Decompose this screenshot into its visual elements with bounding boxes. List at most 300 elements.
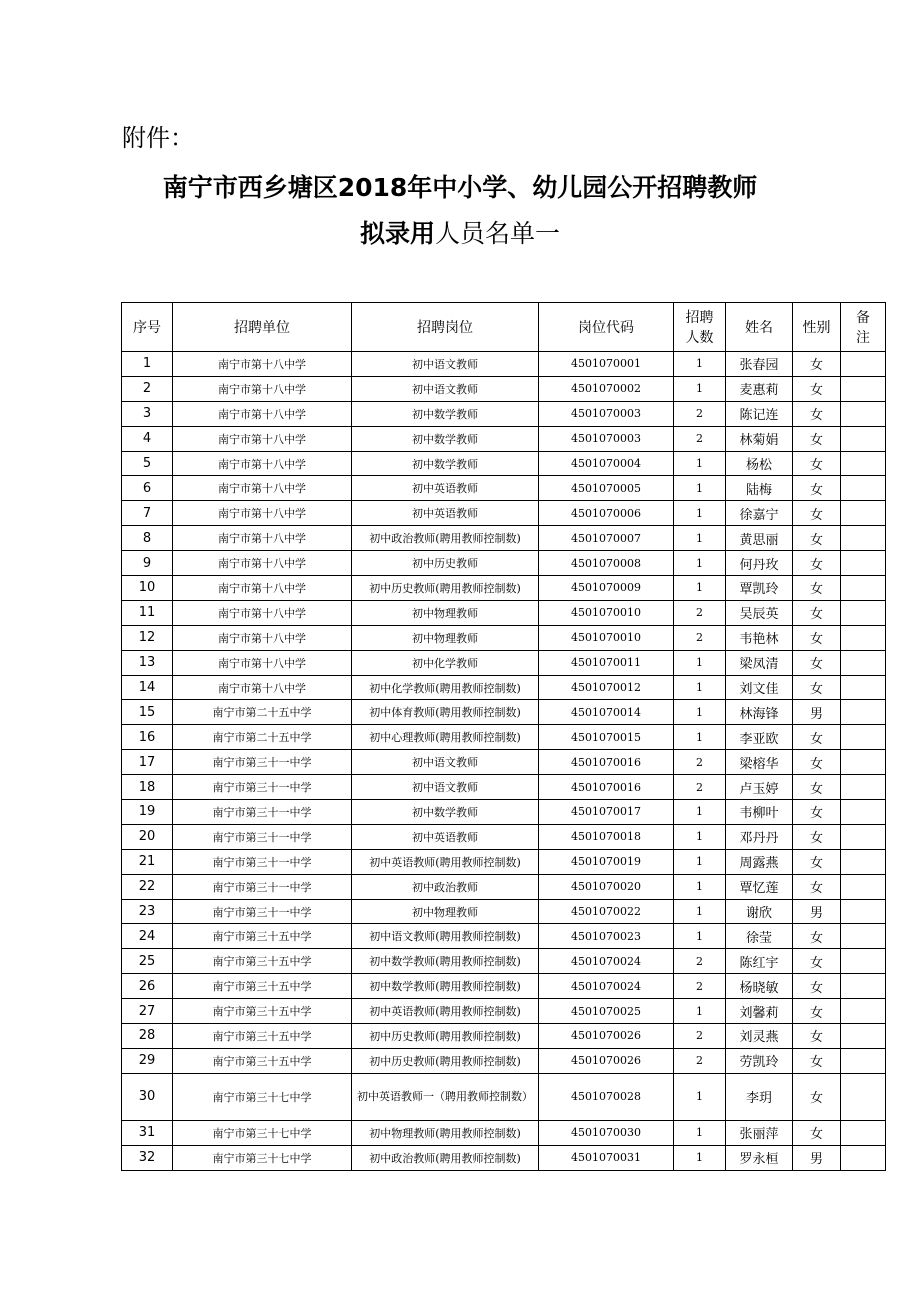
row-code-cell: 4501070020 <box>539 874 674 899</box>
row-unit-cell: 南宁市第十八中学 <box>173 576 352 601</box>
row-position-cell: 初中政治教师 <box>352 874 539 899</box>
row-unit-cell: 南宁市第三十一中学 <box>173 800 352 825</box>
row-seq-cell: 5 <box>122 451 173 476</box>
row-name-cell: 麦惠莉 <box>726 376 793 401</box>
row-code-cell: 4501070023 <box>539 924 674 949</box>
row-unit-cell: 南宁市第十八中学 <box>173 625 352 650</box>
row-note-cell <box>841 650 886 675</box>
row-note-cell <box>841 551 886 576</box>
row-unit-cell: 南宁市第十八中学 <box>173 401 352 426</box>
row-gender-cell: 女 <box>793 625 841 650</box>
row-name-cell: 刘灵燕 <box>726 1024 793 1049</box>
row-name-cell: 韦艳林 <box>726 625 793 650</box>
row-position-cell: 初中数学教师(聘用教师控制数) <box>352 974 539 999</box>
row-position-cell: 初中语文教师(聘用教师控制数) <box>352 924 539 949</box>
row-count-cell: 2 <box>674 775 726 800</box>
row-name-cell: 黄思丽 <box>726 526 793 551</box>
header-position: 招聘岗位 <box>352 303 539 352</box>
row-gender-cell: 女 <box>793 501 841 526</box>
table-row <box>122 1024 886 1049</box>
row-note-cell <box>841 775 886 800</box>
row-position-cell: 初中数学教师 <box>352 451 539 476</box>
row-code-cell: 4501070004 <box>539 451 674 476</box>
row-code-cell: 4501070002 <box>539 376 674 401</box>
row-count-cell: 1 <box>674 999 726 1024</box>
row-name-cell: 覃凯玲 <box>726 576 793 601</box>
document-title-line1: 南宁市西乡塘区2018年中小学、幼儿园公开招聘教师 <box>162 173 758 202</box>
table-row <box>122 999 886 1024</box>
row-name-cell: 张春园 <box>726 352 793 377</box>
row-position-cell: 初中英语教师(聘用教师控制数) <box>352 849 539 874</box>
table-row <box>122 725 886 750</box>
table-row <box>122 824 886 849</box>
table-row <box>122 849 886 874</box>
table-row <box>122 874 886 899</box>
row-count-cell: 1 <box>674 725 726 750</box>
row-count-cell: 1 <box>674 1073 726 1120</box>
row-code-cell: 4501070016 <box>539 775 674 800</box>
row-unit-cell: 南宁市第三十一中学 <box>173 899 352 924</box>
row-count-cell: 2 <box>674 750 726 775</box>
row-count-cell: 1 <box>674 376 726 401</box>
row-code-cell: 4501070005 <box>539 476 674 501</box>
header-note <box>841 303 886 352</box>
row-gender-cell: 女 <box>793 1048 841 1073</box>
row-code-cell: 4501070018 <box>539 824 674 849</box>
row-gender-cell: 女 <box>793 352 841 377</box>
row-name-cell: 吴辰英 <box>726 600 793 625</box>
row-count-cell: 1 <box>674 451 726 476</box>
table-row <box>122 401 886 426</box>
row-unit-cell: 南宁市第三十五中学 <box>173 1024 352 1049</box>
row-note-cell <box>841 824 886 849</box>
row-position-cell: 初中心理教师(聘用教师控制数) <box>352 725 539 750</box>
table-row <box>122 526 886 551</box>
row-position-cell: 初中政治教师(聘用教师控制数) <box>352 526 539 551</box>
row-note-cell <box>841 1120 886 1145</box>
row-name-cell: 梁榕华 <box>726 750 793 775</box>
row-unit-cell: 南宁市第二十五中学 <box>173 700 352 725</box>
row-note-cell <box>841 750 886 775</box>
row-count-cell: 1 <box>674 800 726 825</box>
row-note-cell <box>841 476 886 501</box>
row-note-cell <box>841 899 886 924</box>
header-note-line1: 备 <box>856 310 870 326</box>
row-name-cell: 卢玉婷 <box>726 775 793 800</box>
row-note-cell <box>841 501 886 526</box>
row-gender-cell: 女 <box>793 551 841 576</box>
row-count-cell: 1 <box>674 675 726 700</box>
row-seq-cell: 16 <box>122 725 173 750</box>
row-position-cell: 初中数学教师 <box>352 401 539 426</box>
row-gender-cell: 女 <box>793 675 841 700</box>
row-note-cell <box>841 849 886 874</box>
row-count-cell: 1 <box>674 501 726 526</box>
row-unit-cell: 南宁市第三十五中学 <box>173 1048 352 1073</box>
row-position-cell: 初中政治教师(聘用教师控制数) <box>352 1145 539 1170</box>
row-note-cell <box>841 1073 886 1120</box>
row-gender-cell: 女 <box>793 476 841 501</box>
row-count-cell: 2 <box>674 1048 726 1073</box>
row-position-cell: 初中物理教师 <box>352 600 539 625</box>
row-code-cell: 4501070009 <box>539 576 674 601</box>
row-unit-cell: 南宁市第十八中学 <box>173 526 352 551</box>
row-seq-cell: 4 <box>122 426 173 451</box>
row-unit-cell: 南宁市第三十七中学 <box>173 1120 352 1145</box>
row-position-cell: 初中体育教师(聘用教师控制数) <box>352 700 539 725</box>
row-gender-cell: 女 <box>793 1024 841 1049</box>
table-row <box>122 1048 886 1073</box>
row-unit-cell: 南宁市第十八中学 <box>173 551 352 576</box>
row-note-cell <box>841 949 886 974</box>
row-unit-cell: 南宁市第三十五中学 <box>173 924 352 949</box>
row-code-cell: 4501070007 <box>539 526 674 551</box>
row-gender-cell: 女 <box>793 949 841 974</box>
row-seq-cell: 2 <box>122 376 173 401</box>
table-row <box>122 675 886 700</box>
row-gender-cell: 女 <box>793 849 841 874</box>
row-position-cell: 初中语文教师 <box>352 750 539 775</box>
row-count-cell: 2 <box>674 426 726 451</box>
row-note-cell <box>841 401 886 426</box>
row-seq-cell: 29 <box>122 1048 173 1073</box>
row-name-cell: 谢欣 <box>726 899 793 924</box>
header-count <box>674 303 726 352</box>
row-name-cell: 李玥 <box>726 1073 793 1120</box>
row-position-cell: 初中物理教师 <box>352 899 539 924</box>
table-row <box>122 426 886 451</box>
row-code-cell: 4501070006 <box>539 501 674 526</box>
row-note-cell <box>841 1145 886 1170</box>
table-row <box>122 352 886 377</box>
row-gender-cell: 女 <box>793 750 841 775</box>
row-unit-cell: 南宁市第十八中学 <box>173 675 352 700</box>
row-gender-cell: 女 <box>793 650 841 675</box>
row-code-cell: 4501070026 <box>539 1024 674 1049</box>
table-row <box>122 924 886 949</box>
table-row <box>122 1073 886 1120</box>
row-code-cell: 4501070016 <box>539 750 674 775</box>
table-row <box>122 949 886 974</box>
row-gender-cell: 女 <box>793 401 841 426</box>
row-code-cell: 4501070001 <box>539 352 674 377</box>
row-name-cell: 刘馨莉 <box>726 999 793 1024</box>
row-count-cell: 2 <box>674 974 726 999</box>
row-position-cell <box>352 1073 539 1120</box>
row-name-cell: 杨松 <box>726 451 793 476</box>
row-seq-cell: 32 <box>122 1145 173 1170</box>
row-code-cell: 4501070017 <box>539 800 674 825</box>
row-unit-cell: 南宁市第三十五中学 <box>173 949 352 974</box>
row-seq-cell: 11 <box>122 600 173 625</box>
row-code-cell: 4501070015 <box>539 725 674 750</box>
row-count-cell: 1 <box>674 476 726 501</box>
row-count-cell: 1 <box>674 526 726 551</box>
row-unit-cell: 南宁市第十八中学 <box>173 650 352 675</box>
row-name-cell: 林菊娟 <box>726 426 793 451</box>
row-code-cell: 4501070010 <box>539 625 674 650</box>
row-position-cell: 初中数学教师(聘用教师控制数) <box>352 949 539 974</box>
row-name-cell: 张丽萍 <box>726 1120 793 1145</box>
row-count-cell: 1 <box>674 1145 726 1170</box>
row-count-cell: 2 <box>674 600 726 625</box>
row-unit-cell: 南宁市第三十一中学 <box>173 750 352 775</box>
row-unit-cell: 南宁市第三十一中学 <box>173 775 352 800</box>
row-unit-cell: 南宁市第十八中学 <box>173 451 352 476</box>
row-count-cell: 2 <box>674 1024 726 1049</box>
table-row <box>122 775 886 800</box>
row-count-cell: 2 <box>674 401 726 426</box>
row-seq-cell: 7 <box>122 501 173 526</box>
row-code-cell: 4501070003 <box>539 426 674 451</box>
table-header-row <box>122 303 886 352</box>
title-bold-part: 拟录用 <box>359 219 435 248</box>
row-note-cell <box>841 576 886 601</box>
row-name-cell: 韦柳叶 <box>726 800 793 825</box>
row-name-cell: 罗永桓 <box>726 1145 793 1170</box>
row-name-cell: 邓丹丹 <box>726 824 793 849</box>
row-name-cell: 何丹玫 <box>726 551 793 576</box>
table-row <box>122 899 886 924</box>
row-note-cell <box>841 426 886 451</box>
row-code-cell: 4501070024 <box>539 949 674 974</box>
row-unit-cell: 南宁市第十八中学 <box>173 376 352 401</box>
title-rest-part: 人员名单一 <box>435 219 561 248</box>
table-row <box>122 600 886 625</box>
row-code-cell: 4501070031 <box>539 1145 674 1170</box>
table-row <box>122 800 886 825</box>
row-unit-cell: 南宁市第三十一中学 <box>173 874 352 899</box>
row-seq-cell: 21 <box>122 849 173 874</box>
row-position-cell: 初中语文教师 <box>352 775 539 800</box>
row-count-cell: 1 <box>674 352 726 377</box>
row-position-cell: 初中语文教师 <box>352 352 539 377</box>
header-seq: 序号 <box>122 303 173 352</box>
row-count-cell: 1 <box>674 849 726 874</box>
table-row <box>122 700 886 725</box>
row-seq-cell: 12 <box>122 625 173 650</box>
row-seq-cell: 14 <box>122 675 173 700</box>
row-code-cell: 4501070024 <box>539 974 674 999</box>
row-position-cell: 初中英语教师 <box>352 476 539 501</box>
table-row <box>122 551 886 576</box>
table-row <box>122 750 886 775</box>
table-row <box>122 1120 886 1145</box>
row-position-cell: 初中英语教师 <box>352 501 539 526</box>
row-note-cell <box>841 625 886 650</box>
row-note-cell <box>841 725 886 750</box>
row-unit-cell: 南宁市第三十一中学 <box>173 824 352 849</box>
row-seq-cell: 6 <box>122 476 173 501</box>
row-name-cell: 周露燕 <box>726 849 793 874</box>
row-gender-cell: 男 <box>793 899 841 924</box>
table-row <box>122 974 886 999</box>
row-seq-cell: 20 <box>122 824 173 849</box>
recruitment-table <box>121 302 886 1171</box>
row-gender-cell: 男 <box>793 1145 841 1170</box>
row-note-cell <box>841 675 886 700</box>
table-body <box>122 352 886 1171</box>
row-position-cell: 初中化学教师 <box>352 650 539 675</box>
row-position-cell: 初中英语教师 <box>352 824 539 849</box>
row-seq-cell: 24 <box>122 924 173 949</box>
row-gender-cell: 女 <box>793 600 841 625</box>
header-gender: 性别 <box>793 303 841 352</box>
table-row <box>122 476 886 501</box>
row-count-cell: 1 <box>674 874 726 899</box>
row-gender-cell: 女 <box>793 800 841 825</box>
row-note-cell <box>841 800 886 825</box>
row-position-cell: 初中历史教师(聘用教师控制数) <box>352 1048 539 1073</box>
table-row <box>122 376 886 401</box>
row-unit-cell: 南宁市第三十一中学 <box>173 849 352 874</box>
row-code-cell: 4501070022 <box>539 899 674 924</box>
row-seq-cell: 18 <box>122 775 173 800</box>
row-seq-cell: 28 <box>122 1024 173 1049</box>
row-seq-cell: 26 <box>122 974 173 999</box>
row-seq-cell: 17 <box>122 750 173 775</box>
row-seq-cell: 1 <box>122 352 173 377</box>
row-count-cell: 1 <box>674 1120 726 1145</box>
row-gender-cell: 女 <box>793 376 841 401</box>
row-position-cell: 初中物理教师 <box>352 625 539 650</box>
row-unit-cell: 南宁市第十八中学 <box>173 426 352 451</box>
row-gender-cell: 女 <box>793 974 841 999</box>
row-code-cell: 4501070010 <box>539 600 674 625</box>
row-note-cell <box>841 974 886 999</box>
table-row <box>122 576 886 601</box>
row-unit-cell: 南宁市第十八中学 <box>173 600 352 625</box>
row-code-cell: 4501070014 <box>539 700 674 725</box>
row-code-cell: 4501070011 <box>539 650 674 675</box>
row-position-cell: 初中历史教师(聘用教师控制数) <box>352 1024 539 1049</box>
row-name-cell: 劳凯玲 <box>726 1048 793 1073</box>
row-code-cell: 4501070026 <box>539 1048 674 1073</box>
row-name-cell: 陈记连 <box>726 401 793 426</box>
row-seq-cell: 3 <box>122 401 173 426</box>
row-unit-cell: 南宁市第二十五中学 <box>173 725 352 750</box>
header-count-line1: 招聘 <box>685 310 714 326</box>
row-name-cell: 徐莹 <box>726 924 793 949</box>
row-seq-cell: 9 <box>122 551 173 576</box>
row-gender-cell: 女 <box>793 924 841 949</box>
row-note-cell <box>841 352 886 377</box>
row-position-cell: 初中英语教师(聘用教师控制数) <box>352 999 539 1024</box>
row-note-cell <box>841 924 886 949</box>
row-count-cell: 1 <box>674 650 726 675</box>
row-note-cell <box>841 376 886 401</box>
row-note-cell <box>841 999 886 1024</box>
row-name-cell: 李亚欧 <box>726 725 793 750</box>
row-seq-cell: 25 <box>122 949 173 974</box>
row-gender-cell: 女 <box>793 451 841 476</box>
row-seq-cell: 19 <box>122 800 173 825</box>
row-position-cell: 初中历史教师(聘用教师控制数) <box>352 576 539 601</box>
row-position-cell: 初中数学教师 <box>352 800 539 825</box>
row-seq-cell: 27 <box>122 999 173 1024</box>
row-code-cell: 4501070019 <box>539 849 674 874</box>
row-note-cell <box>841 874 886 899</box>
row-position-cell: 初中数学教师 <box>352 426 539 451</box>
row-name-cell: 覃忆莲 <box>726 874 793 899</box>
row-count-cell: 2 <box>674 949 726 974</box>
row-gender-cell: 女 <box>793 999 841 1024</box>
row-note-cell <box>841 1024 886 1049</box>
row-seq-cell: 15 <box>122 700 173 725</box>
row-unit-cell: 南宁市第三十五中学 <box>173 974 352 999</box>
row-name-cell: 林海锋 <box>726 700 793 725</box>
row-seq-cell: 23 <box>122 899 173 924</box>
row-unit-cell: 南宁市第三十七中学 <box>173 1073 352 1120</box>
attachment-label: 附件： <box>122 124 194 152</box>
row-code-cell: 4501070012 <box>539 675 674 700</box>
row-code-cell: 4501070025 <box>539 999 674 1024</box>
header-unit: 招聘单位 <box>173 303 352 352</box>
row-position-cell: 初中语文教师 <box>352 376 539 401</box>
row-gender-cell: 女 <box>793 576 841 601</box>
document-title-line2 <box>0 214 920 250</box>
row-seq-cell: 10 <box>122 576 173 601</box>
row-gender-cell: 男 <box>793 700 841 725</box>
row-seq-cell: 22 <box>122 874 173 899</box>
row-note-cell <box>841 700 886 725</box>
row-code-cell: 4501070030 <box>539 1120 674 1145</box>
header-name: 姓名 <box>726 303 793 352</box>
row-seq-cell: 31 <box>122 1120 173 1145</box>
row-name-cell: 陆梅 <box>726 476 793 501</box>
row-count-cell: 1 <box>674 700 726 725</box>
row-gender-cell: 女 <box>793 775 841 800</box>
row-unit-cell: 南宁市第三十五中学 <box>173 999 352 1024</box>
row-code-cell: 4501070028 <box>539 1073 674 1120</box>
table-row <box>122 501 886 526</box>
row-count-cell: 1 <box>674 824 726 849</box>
row-name-cell: 徐嘉宁 <box>726 501 793 526</box>
row-code-cell: 4501070003 <box>539 401 674 426</box>
table-row <box>122 650 886 675</box>
row-seq-cell: 8 <box>122 526 173 551</box>
row-unit-cell: 南宁市第三十七中学 <box>173 1145 352 1170</box>
row-count-cell: 1 <box>674 576 726 601</box>
row-gender-cell: 女 <box>793 824 841 849</box>
row-unit-cell: 南宁市第十八中学 <box>173 352 352 377</box>
row-position-text: 初中英语教师一（聘用教师控制数） <box>357 1089 533 1103</box>
row-position-cell: 初中物理教师(聘用教师控制数) <box>352 1120 539 1145</box>
row-gender-cell: 女 <box>793 526 841 551</box>
row-note-cell <box>841 600 886 625</box>
row-name-cell: 梁凤清 <box>726 650 793 675</box>
row-count-cell: 1 <box>674 924 726 949</box>
row-note-cell <box>841 1048 886 1073</box>
row-gender-cell: 女 <box>793 725 841 750</box>
row-note-cell <box>841 526 886 551</box>
row-count-cell: 2 <box>674 625 726 650</box>
header-note-line2: 注 <box>856 330 870 346</box>
table-row <box>122 451 886 476</box>
row-gender-cell: 女 <box>793 1073 841 1120</box>
header-code: 岗位代码 <box>539 303 674 352</box>
row-code-cell: 4501070008 <box>539 551 674 576</box>
row-count-cell: 1 <box>674 899 726 924</box>
table-row <box>122 1145 886 1170</box>
row-gender-cell: 女 <box>793 426 841 451</box>
row-name-cell: 陈红宇 <box>726 949 793 974</box>
row-note-cell <box>841 451 886 476</box>
row-name-cell: 杨晓敏 <box>726 974 793 999</box>
row-count-cell: 1 <box>674 551 726 576</box>
row-position-cell: 初中历史教师 <box>352 551 539 576</box>
row-unit-cell: 南宁市第十八中学 <box>173 476 352 501</box>
